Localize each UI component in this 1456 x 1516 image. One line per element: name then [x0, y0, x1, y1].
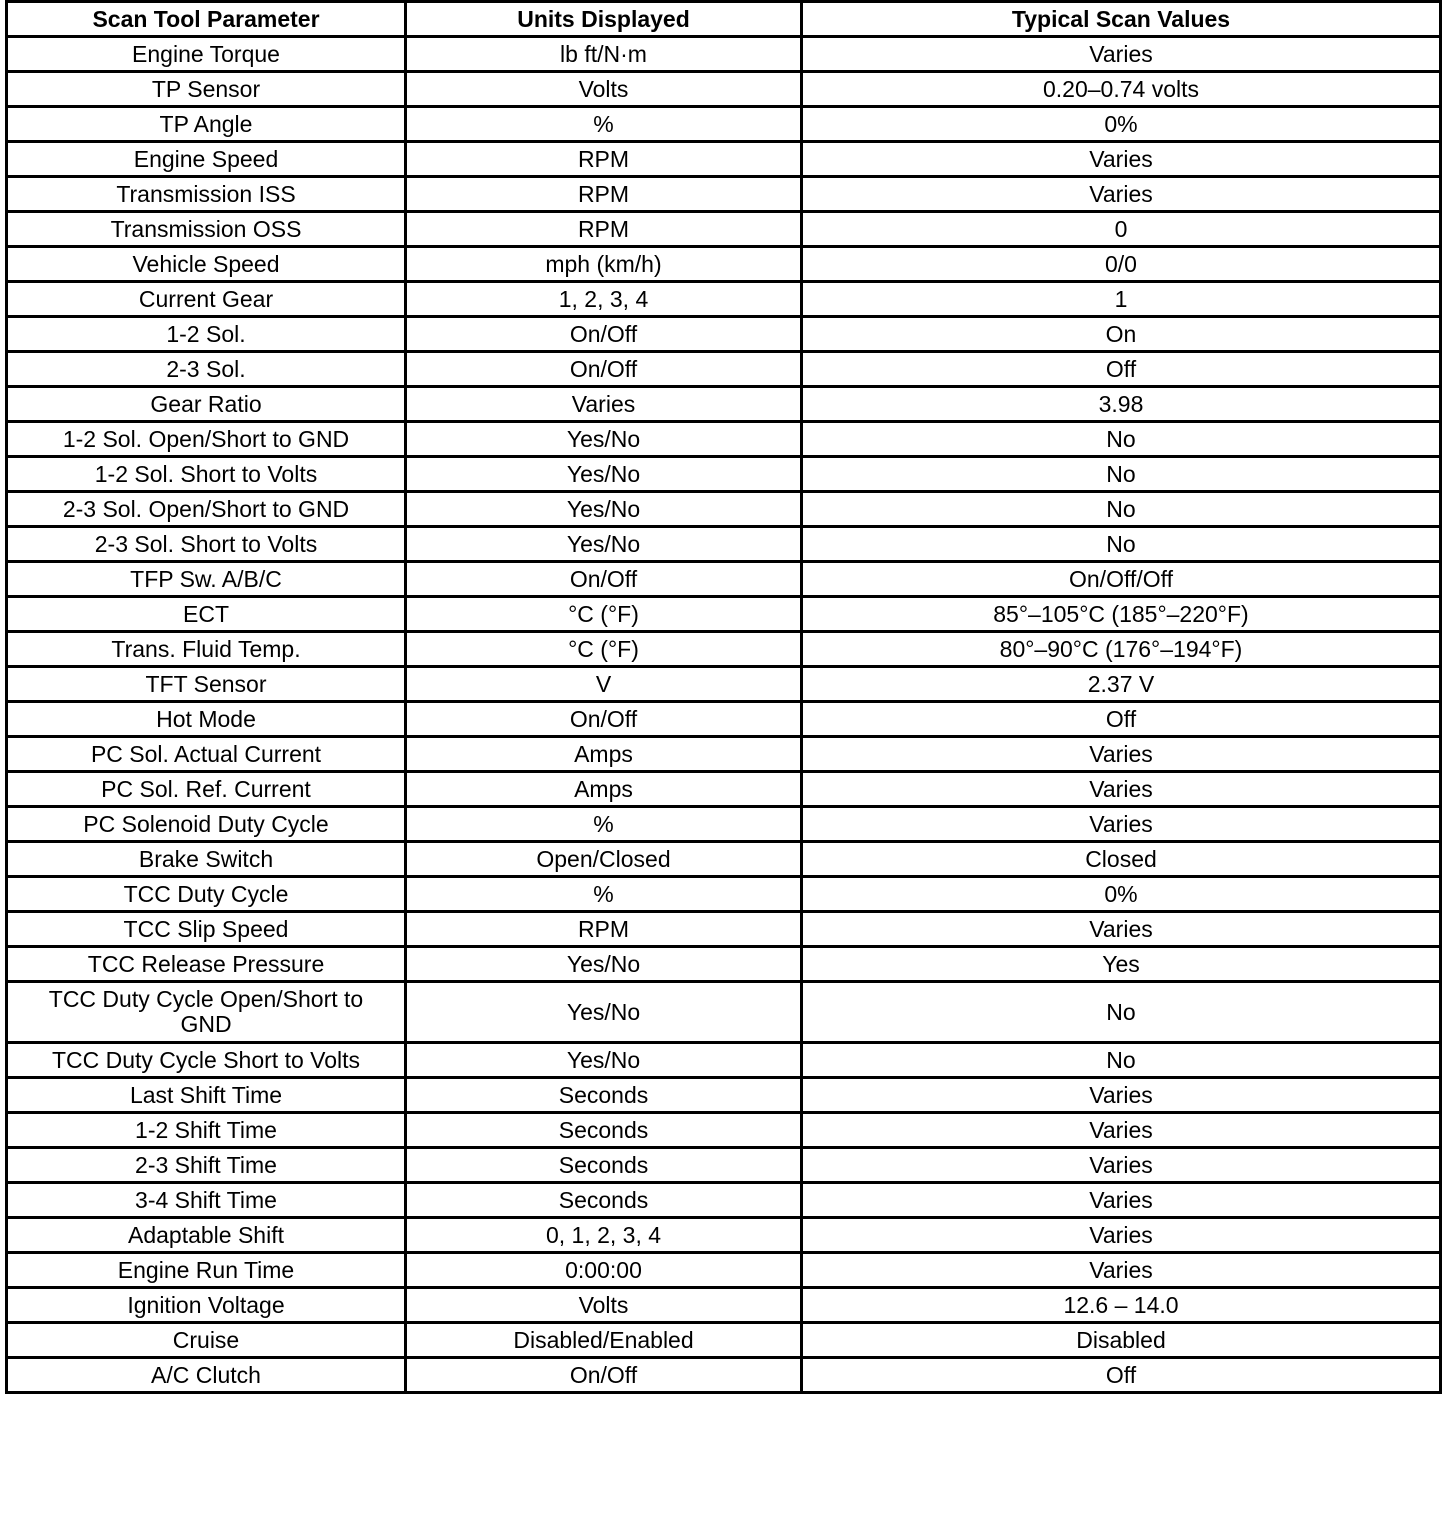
parameter-cell: Engine Run Time — [7, 1253, 406, 1288]
table-row — [7, 1253, 1441, 1288]
parameter-cell: 1-2 Shift Time — [7, 1113, 406, 1148]
units-cell: Disabled/Enabled — [406, 1323, 802, 1358]
typical-value-cell: 0% — [802, 877, 1441, 912]
table-row — [7, 1358, 1441, 1393]
typical-value-cell: No — [802, 492, 1441, 527]
parameter-cell: Last Shift Time — [7, 1078, 406, 1113]
table-row — [7, 597, 1441, 632]
typical-value-cell: 0% — [802, 107, 1441, 142]
parameter-cell: Engine Speed — [7, 142, 406, 177]
table-row — [7, 352, 1441, 387]
table-row — [7, 527, 1441, 562]
parameter-cell: 2-3 Sol. Open/Short to GND — [7, 492, 406, 527]
table-row — [7, 422, 1441, 457]
parameter-cell: TCC Duty Cycle Open/Short to GND — [7, 982, 406, 1043]
typical-value-cell: 0 — [802, 212, 1441, 247]
parameter-cell: Gear Ratio — [7, 387, 406, 422]
table-row — [7, 177, 1441, 212]
table-row — [7, 1218, 1441, 1253]
units-cell: Yes/No — [406, 947, 802, 982]
parameter-cell: TP Angle — [7, 107, 406, 142]
typical-value-cell: Varies — [802, 772, 1441, 807]
parameter-cell: Transmission OSS — [7, 212, 406, 247]
typical-value-cell: 80°–90°C (176°–194°F) — [802, 632, 1441, 667]
table-row — [7, 1183, 1441, 1218]
table-row — [7, 842, 1441, 877]
units-cell: Amps — [406, 737, 802, 772]
parameter-cell: Hot Mode — [7, 702, 406, 737]
units-cell: Volts — [406, 72, 802, 107]
parameter-cell: Engine Torque — [7, 37, 406, 72]
units-cell: On/Off — [406, 317, 802, 352]
typical-value-cell: 1 — [802, 282, 1441, 317]
typical-value-cell: Off — [802, 352, 1441, 387]
units-cell: RPM — [406, 142, 802, 177]
parameter-cell: A/C Clutch — [7, 1358, 406, 1393]
typical-value-cell: On/Off/Off — [802, 562, 1441, 597]
units-cell: °C (°F) — [406, 632, 802, 667]
typical-value-cell: Varies — [802, 1113, 1441, 1148]
table-row — [7, 107, 1441, 142]
units-cell: Yes/No — [406, 457, 802, 492]
units-cell: Yes/No — [406, 1043, 802, 1078]
table-row — [7, 72, 1441, 107]
typical-value-cell: No — [802, 422, 1441, 457]
typical-value-cell: No — [802, 982, 1441, 1043]
typical-value-cell: Varies — [802, 912, 1441, 947]
parameter-cell: TP Sensor — [7, 72, 406, 107]
parameter-cell: Ignition Voltage — [7, 1288, 406, 1323]
table-row — [7, 317, 1441, 352]
table-row — [7, 1148, 1441, 1183]
parameter-cell: Cruise — [7, 1323, 406, 1358]
table-row — [7, 37, 1441, 72]
typical-value-cell: No — [802, 527, 1441, 562]
typical-value-cell: Off — [802, 702, 1441, 737]
parameter-cell: PC Sol. Actual Current — [7, 737, 406, 772]
units-cell: Seconds — [406, 1148, 802, 1183]
table-row — [7, 247, 1441, 282]
units-cell: 1, 2, 3, 4 — [406, 282, 802, 317]
parameter-cell: TCC Duty Cycle Short to Volts — [7, 1043, 406, 1078]
units-cell: Yes/No — [406, 492, 802, 527]
table-row — [7, 282, 1441, 317]
typical-value-cell: On — [802, 317, 1441, 352]
table-row — [7, 667, 1441, 702]
units-cell: V — [406, 667, 802, 702]
units-cell: % — [406, 807, 802, 842]
table-row — [7, 1323, 1441, 1358]
parameter-cell: TCC Slip Speed — [7, 912, 406, 947]
typical-value-cell: No — [802, 457, 1441, 492]
table-row — [7, 982, 1441, 1043]
parameter-cell: TCC Release Pressure — [7, 947, 406, 982]
table-row — [7, 702, 1441, 737]
units-cell: % — [406, 877, 802, 912]
parameter-cell: TCC Duty Cycle — [7, 877, 406, 912]
header-units-displayed: Units Displayed — [406, 2, 802, 37]
typical-value-cell: Disabled — [802, 1323, 1441, 1358]
units-cell: Seconds — [406, 1113, 802, 1148]
typical-value-cell: Closed — [802, 842, 1441, 877]
table-row — [7, 1078, 1441, 1113]
units-cell: Amps — [406, 772, 802, 807]
parameter-cell: Transmission ISS — [7, 177, 406, 212]
table-row — [7, 912, 1441, 947]
units-cell: Yes/No — [406, 422, 802, 457]
parameter-cell: 1-2 Sol. Short to Volts — [7, 457, 406, 492]
table-row — [7, 562, 1441, 597]
units-cell: On/Off — [406, 702, 802, 737]
units-cell: Seconds — [406, 1183, 802, 1218]
units-cell: On/Off — [406, 1358, 802, 1393]
table-row — [7, 142, 1441, 177]
table-body — [7, 37, 1441, 1393]
table-row — [7, 1043, 1441, 1078]
typical-value-cell: Varies — [802, 737, 1441, 772]
units-cell: Volts — [406, 1288, 802, 1323]
units-cell: 0:00:00 — [406, 1253, 802, 1288]
table-row — [7, 807, 1441, 842]
parameter-cell: Vehicle Speed — [7, 247, 406, 282]
units-cell: 0, 1, 2, 3, 4 — [406, 1218, 802, 1253]
parameter-cell: Brake Switch — [7, 842, 406, 877]
units-cell: RPM — [406, 912, 802, 947]
parameter-cell: 1-2 Sol. Open/Short to GND — [7, 422, 406, 457]
typical-value-cell: Varies — [802, 142, 1441, 177]
typical-value-cell: Varies — [802, 807, 1441, 842]
units-cell: Seconds — [406, 1078, 802, 1113]
typical-value-cell: No — [802, 1043, 1441, 1078]
parameter-cell: Trans. Fluid Temp. — [7, 632, 406, 667]
units-cell: mph (km/h) — [406, 247, 802, 282]
units-cell: RPM — [406, 177, 802, 212]
typical-value-cell: 0.20–0.74 volts — [802, 72, 1441, 107]
table-row — [7, 877, 1441, 912]
header-typical-scan-values: Typical Scan Values — [802, 2, 1441, 37]
table-row — [7, 632, 1441, 667]
typical-value-cell: Varies — [802, 1183, 1441, 1218]
units-cell: RPM — [406, 212, 802, 247]
header-scan-tool-parameter: Scan Tool Parameter — [7, 2, 406, 37]
typical-value-cell: Varies — [802, 37, 1441, 72]
units-cell: Open/Closed — [406, 842, 802, 877]
table-row — [7, 1113, 1441, 1148]
typical-value-cell: Varies — [802, 1078, 1441, 1113]
units-cell: On/Off — [406, 562, 802, 597]
parameter-cell: Adaptable Shift — [7, 1218, 406, 1253]
table-row — [7, 492, 1441, 527]
table-row — [7, 1288, 1441, 1323]
units-cell: On/Off — [406, 352, 802, 387]
table-row — [7, 737, 1441, 772]
parameter-cell: TFP Sw. A/B/C — [7, 562, 406, 597]
table-header-row — [7, 2, 1441, 37]
parameter-cell: TFT Sensor — [7, 667, 406, 702]
units-cell: % — [406, 107, 802, 142]
parameter-cell: 3-4 Shift Time — [7, 1183, 406, 1218]
typical-value-cell: Varies — [802, 1253, 1441, 1288]
table-row — [7, 212, 1441, 247]
table-row — [7, 947, 1441, 982]
table-row — [7, 772, 1441, 807]
units-cell: lb ft/N·m — [406, 37, 802, 72]
table-row — [7, 457, 1441, 492]
units-cell: Yes/No — [406, 982, 802, 1043]
parameter-cell: 2-3 Sol. Short to Volts — [7, 527, 406, 562]
units-cell: Yes/No — [406, 527, 802, 562]
typical-value-cell: 0/0 — [802, 247, 1441, 282]
parameter-cell: PC Sol. Ref. Current — [7, 772, 406, 807]
typical-value-cell: Varies — [802, 1148, 1441, 1183]
typical-value-cell: Off — [802, 1358, 1441, 1393]
parameter-cell: ECT — [7, 597, 406, 632]
typical-value-cell: Varies — [802, 177, 1441, 212]
scan-values-page — [5, 0, 1439, 1394]
units-cell: Varies — [406, 387, 802, 422]
parameter-cell: Current Gear — [7, 282, 406, 317]
units-cell: °C (°F) — [406, 597, 802, 632]
typical-value-cell: 2.37 V — [802, 667, 1441, 702]
typical-value-cell: Varies — [802, 1218, 1441, 1253]
typical-value-cell: 85°–105°C (185°–220°F) — [802, 597, 1441, 632]
typical-value-cell: 3.98 — [802, 387, 1441, 422]
typical-value-cell: Yes — [802, 947, 1441, 982]
parameter-cell: 2-3 Shift Time — [7, 1148, 406, 1183]
parameter-cell: PC Solenoid Duty Cycle — [7, 807, 406, 842]
table-row — [7, 387, 1441, 422]
typical-value-cell: 12.6 – 14.0 — [802, 1288, 1441, 1323]
parameter-cell: 1-2 Sol. — [7, 317, 406, 352]
scan-tool-parameter-table — [5, 0, 1442, 1394]
parameter-cell: 2-3 Sol. — [7, 352, 406, 387]
